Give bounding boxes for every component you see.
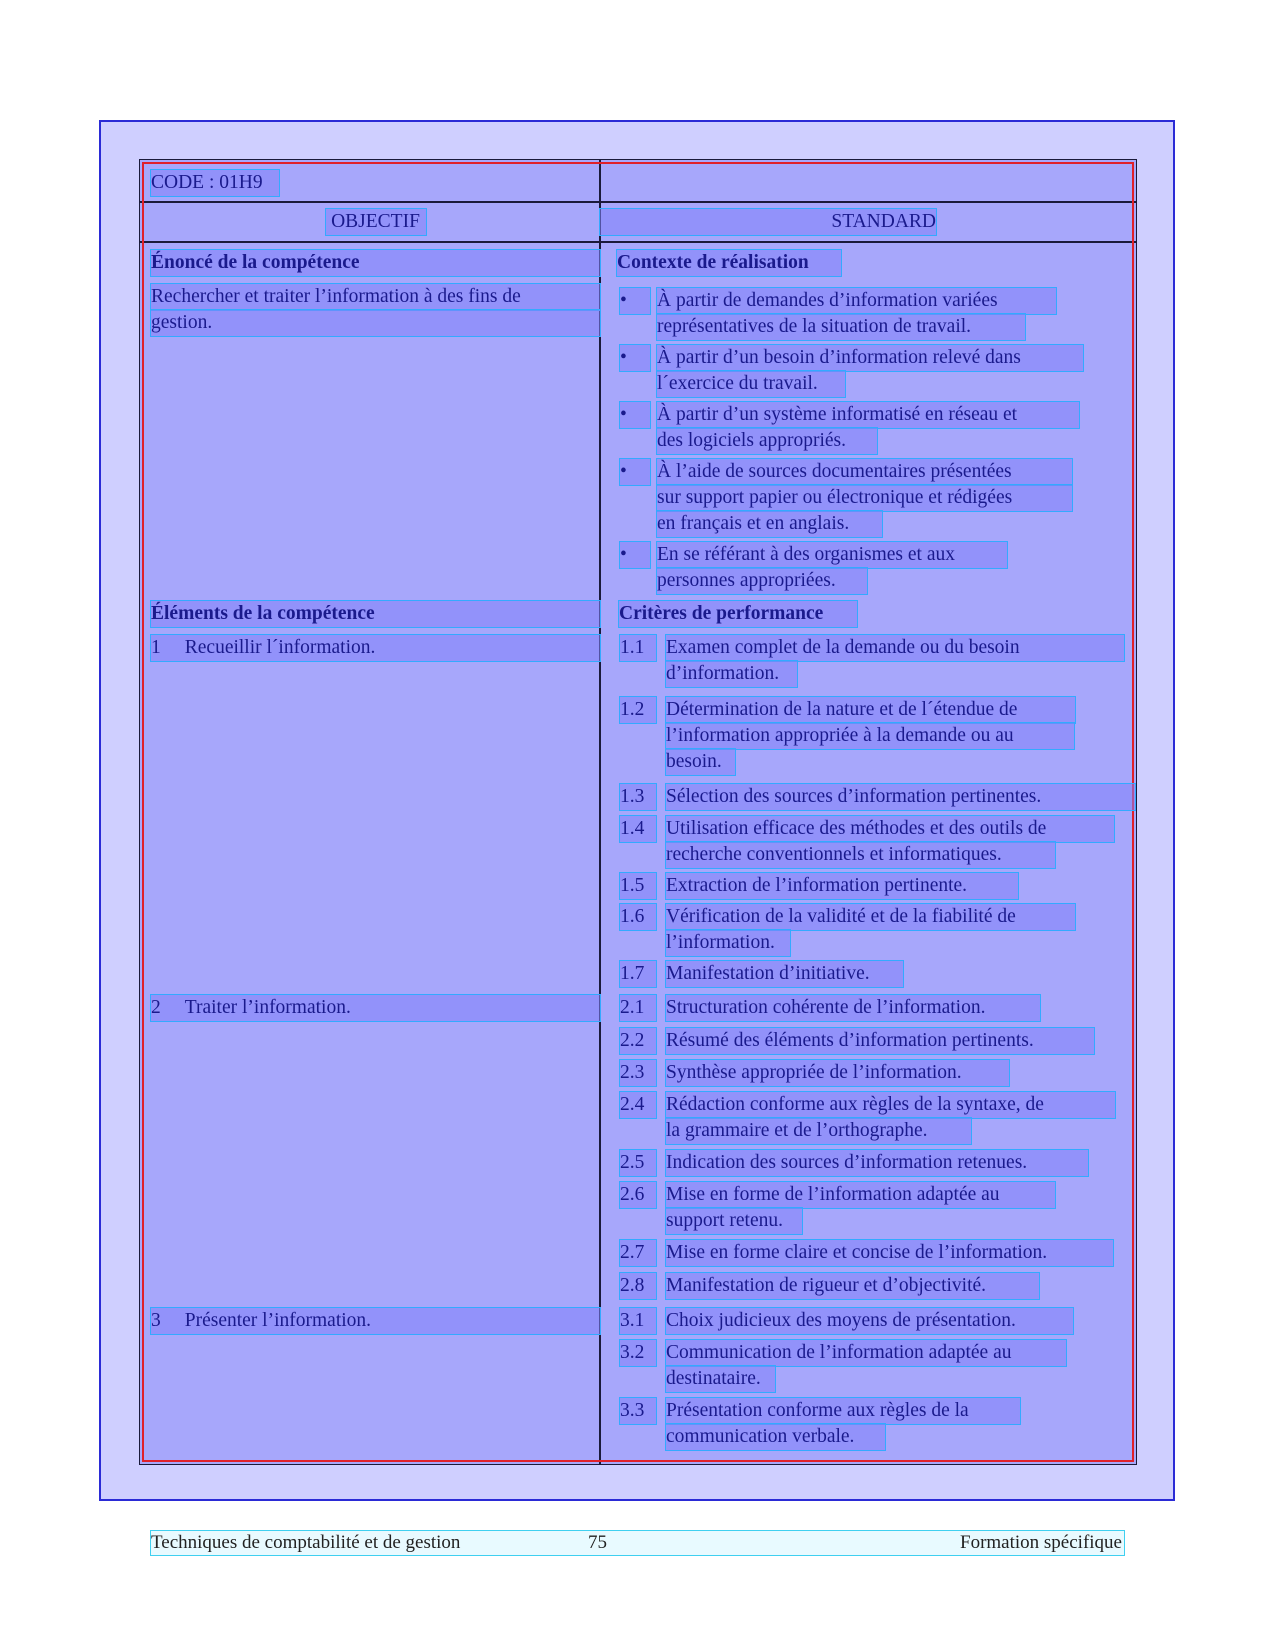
element-2 — [151, 995, 600, 1021]
critere-number: 3.2 — [620, 1340, 656, 1366]
bullet: • — [620, 542, 650, 568]
bullet: • — [620, 402, 650, 428]
column-divider — [599, 159, 601, 1465]
critere-line: l’information appropriée à la demande ou au — [666, 723, 1074, 749]
element-number: 2 — [151, 997, 161, 1018]
contexte-line: en français et en anglais. — [657, 511, 882, 537]
contexte-line: représentatives de la situation de travail. — [657, 314, 1025, 340]
critere-number: 2.7 — [620, 1240, 656, 1266]
objectif-header: OBJECTIF — [326, 209, 426, 235]
critere-number: 1.1 — [620, 635, 656, 661]
critere-number: 1.2 — [620, 697, 656, 723]
contexte-line: personnes appropriées. — [657, 568, 867, 594]
code-label: CODE : 01H9 — [151, 170, 279, 196]
page-footer — [151, 1531, 1124, 1555]
critere-line: Présentation conforme aux règles de la — [666, 1398, 1020, 1424]
objectif-header-cell — [151, 209, 600, 235]
critere-line: communication verbale. — [666, 1424, 885, 1450]
row-divider-headers — [139, 241, 1137, 243]
critere-line: Vérification de la validité et de la fiabilité de — [666, 904, 1075, 930]
critere-number: 2.2 — [620, 1028, 656, 1054]
critere-line: la grammaire et de l’orthographe. — [666, 1118, 971, 1144]
critere-number: 2.3 — [620, 1060, 656, 1086]
critere-line: Mise en forme claire et concise de l’information. — [666, 1240, 1113, 1266]
bullet: • — [620, 288, 650, 314]
critere-line: Utilisation efficace des méthodes et des outils de — [666, 816, 1114, 842]
critere-number: 2.5 — [620, 1150, 656, 1176]
critere-line: Examen complet de la demande ou du besoin — [666, 635, 1124, 661]
critere-number: 1.7 — [620, 961, 656, 987]
critere-number: 2.4 — [620, 1092, 656, 1118]
bullet: • — [620, 459, 650, 485]
contexte-line: À l’aide de sources documentaires présentées — [657, 459, 1072, 485]
contexte-line: À partir d’un système informatisé en réseau et — [657, 402, 1079, 428]
critere-line: l’information. — [666, 930, 790, 956]
critere-line: Synthèse appropriée de l’information. — [666, 1060, 1009, 1086]
critere-line: Détermination de la nature et de l´étendue de — [666, 697, 1075, 723]
critere-line: Indication des sources d’information retenues. — [666, 1150, 1088, 1176]
critere-number: 2.1 — [620, 995, 656, 1021]
critere-number: 1.4 — [620, 816, 656, 842]
row-divider-code — [139, 201, 1137, 203]
enonce-text-line2: gestion. — [151, 310, 600, 336]
page-number: 75 — [588, 1532, 607, 1553]
critere-line: Manifestation d’initiative. — [666, 961, 903, 987]
critere-line: Rédaction conforme aux règles de la syntaxe, de — [666, 1092, 1115, 1118]
footer-section: Formation spécifique — [960, 1532, 1122, 1553]
critere-line: d’information. — [666, 661, 797, 687]
critere-line: Sélection des sources d’information pertinentes. — [666, 784, 1135, 810]
critere-line: Choix judicieux des moyens de présentation. — [666, 1308, 1073, 1334]
critere-line: Extraction de l’information pertinente. — [666, 873, 1018, 899]
critere-number: 3.1 — [620, 1308, 656, 1334]
critere-number: 2.6 — [620, 1182, 656, 1208]
element-text: Traiter l’information. — [184, 997, 351, 1018]
criteres-title: Critères de performance — [619, 601, 857, 627]
critere-line: Résumé des éléments d’information pertinents. — [666, 1028, 1094, 1054]
critere-number: 1.6 — [620, 904, 656, 930]
critere-number: 1.5 — [620, 873, 656, 899]
critere-number: 2.8 — [620, 1273, 656, 1299]
critere-line: recherche conventionnels et informatiques. — [666, 842, 1055, 868]
contexte-line: sur support papier ou électronique et rédigées — [657, 485, 1072, 511]
standard-header: STANDARD — [600, 209, 936, 235]
critere-number: 3.3 — [620, 1398, 656, 1424]
critere-line: Communication de l’information adaptée au — [666, 1340, 1066, 1366]
enonce-text-line1: Rechercher et traiter l’information à des fins de — [151, 284, 600, 310]
contexte-line: des logiciels appropriés. — [657, 428, 877, 454]
element-text: Présenter l’information. — [184, 1310, 372, 1331]
critere-number: 1.3 — [620, 784, 656, 810]
contexte-line: l´exercice du travail. — [657, 371, 845, 397]
contexte-line: En se référant à des organismes et aux — [657, 542, 1007, 568]
critere-line: Manifestation de rigueur et d’objectivité. — [666, 1273, 1039, 1299]
footer-title: Techniques de comptabilité et de gestion — [151, 1532, 461, 1553]
contexte-line: À partir de demandes d’information variées — [657, 288, 1056, 314]
critere-line: besoin. — [666, 749, 735, 775]
element-1 — [151, 635, 600, 661]
element-3 — [151, 1308, 600, 1334]
critere-line: Structuration cohérente de l’information. — [666, 995, 1040, 1021]
element-number: 1 — [151, 637, 161, 658]
contexte-title: Contexte de réalisation — [617, 250, 841, 276]
element-number: 3 — [151, 1310, 161, 1331]
critere-line: Mise en forme de l’information adaptée au — [666, 1182, 1055, 1208]
bullet: • — [620, 345, 650, 371]
critere-line: destinataire. — [666, 1366, 775, 1392]
contexte-line: À partir d’un besoin d’information relevé dans — [657, 345, 1083, 371]
critere-line: support retenu. — [666, 1208, 802, 1234]
element-text: Recueillir l´information. — [184, 637, 376, 658]
elements-title: Éléments de la compétence — [151, 601, 600, 627]
enonce-title: Énoncé de la compétence — [151, 250, 600, 276]
